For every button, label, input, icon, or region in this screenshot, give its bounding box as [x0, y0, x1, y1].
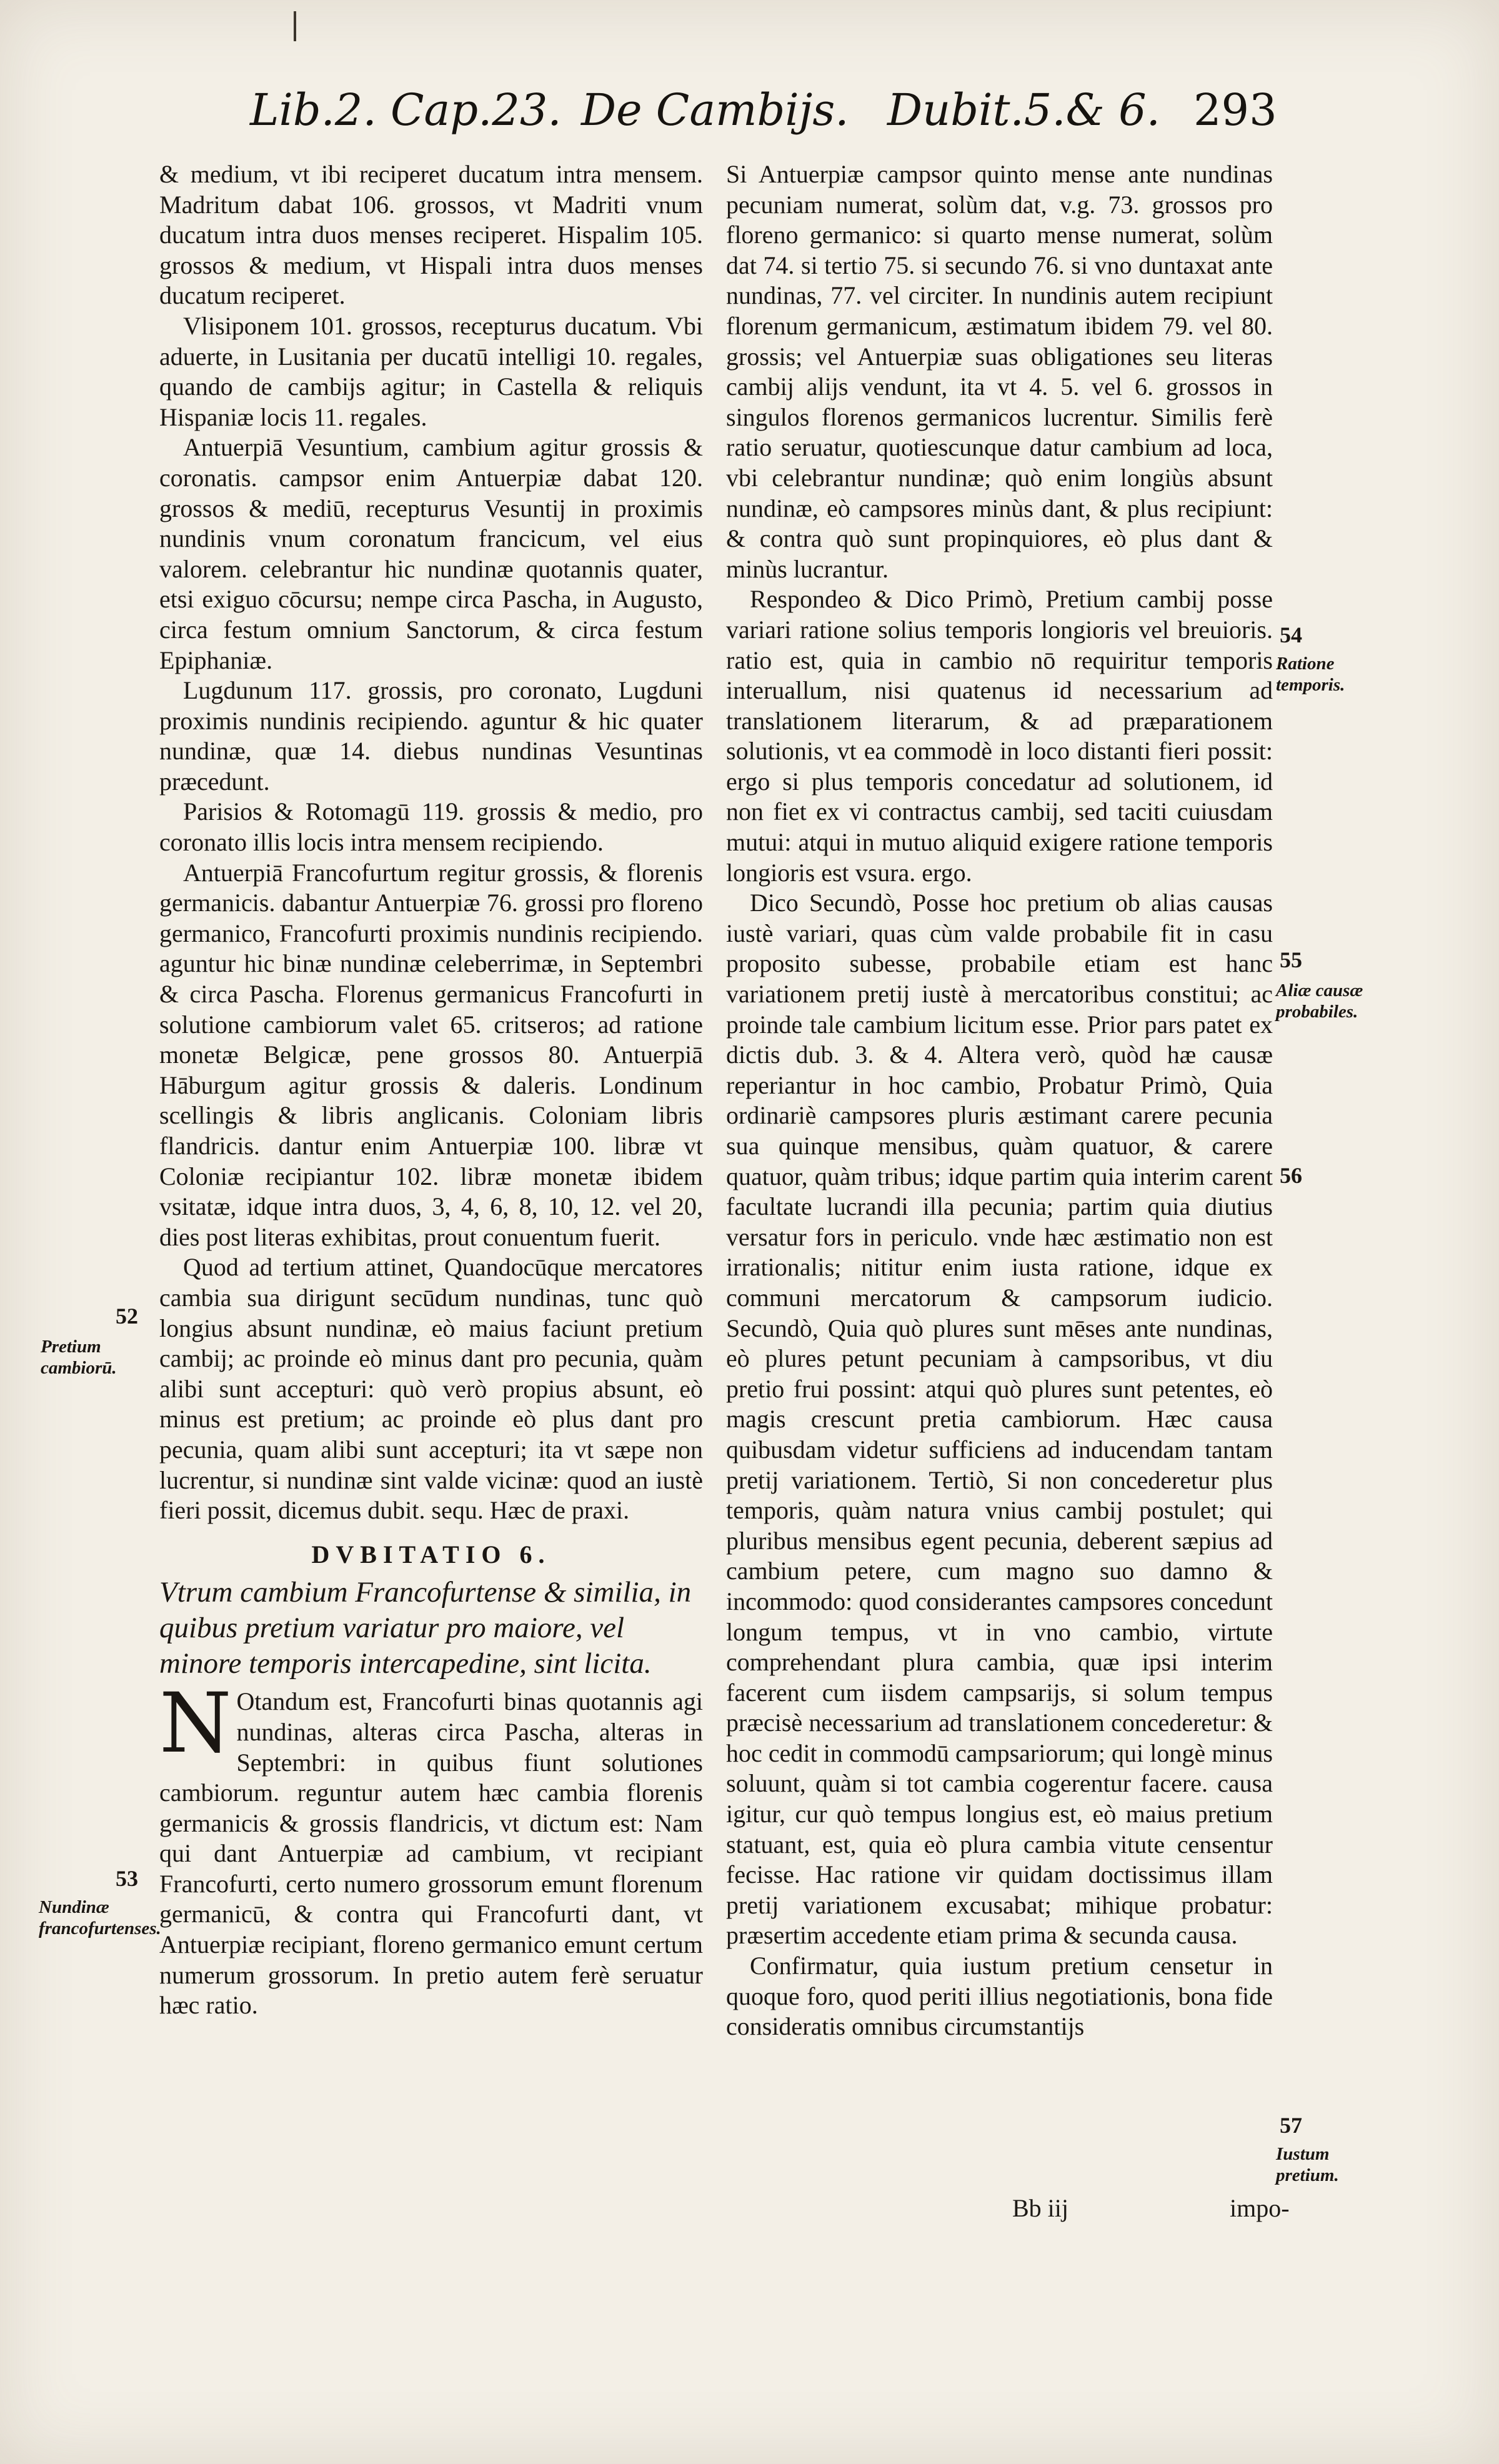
margin-note-pretium-cambiorum: Pretium cambiorū. — [41, 1337, 117, 1378]
paragraph-initial-text: Otandum est, Francofurti binas quotannis agi nundinas, alteras circa Pascha, alteras in Septembri: in quibus fiunt solutiones cambiorum. reguntur autem hæc cambia florenis germanicis & grossis flandricis, vt dictum est: Nam qui dant Antuerpiæ ad cambium, vt recipiant Francofurti, certo numero grossorum emunt florenum germanicū, & contra qui Francofurti dant, vt Antuerpiæ recipiant, floreno germanico emunt certum numerum grossorum. In pretio autem ferè seruatur hæc ratio. — [159, 1687, 703, 2020]
paragraph: Quod ad tertium attinet, Quandocūque mercatores cambia sua dirigunt secūdum nundinas, tunc quò longius absunt nundinæ, eò maius faciunt pretium cambij; ac proinde eò minus dant pro pecunia, quàm alibi sunt accepturi: quò verò propius absunt, eò minus est pretium; ac proinde eò plus dant pro pecunia, quam alibi sunt accepturi; ita vt sæpe non lucrentur, si nundinæ sint valde vicinæ: quod an iustè fieri possit, dicemus dubit. sequ. Hæc de praxi. — [159, 1253, 703, 1525]
margin-number-54: 54 — [1280, 622, 1302, 647]
page-tick-mark — [294, 11, 296, 41]
signature-mark: Bb iij — [1012, 2194, 1069, 2222]
drop-cap: N — [159, 1675, 232, 1772]
paragraph: Dico Secundò, Posse hoc pretium ob alias causas iustè variari, quas cùm valde probabile fit in casu proposito subesse, probabile etiam est hanc variationem pretij iustè à mercatoribus constitui; ac proinde tale cambium licitum esse. Prior pars patet ex dictis dub. 3. & 4. Altera verò, quòd hæ causæ reperiantur in hoc cambio, Probatur Primò, Quia ordinariè campsores pluris æstimant carere pecunia sua quinque mensibus, quàm quatuor, & carere quatuor, quàm tribus; idque partim quia interim carent facultate lucrandi illa pecunia; partim quia diutius versatur fors in periculo. vnde hæc æstimatio non est irrationalis; nititur enim iusta ratione, idque ex communi mercatorum & campsorum iudicio. Secundò, Quia quò plures sunt mēses ante nundinas, eò plures petunt pecuniam à campsoribus, vt diu pretio frui possint: atqui quò plures sunt petentes, eò magis crescunt pretia cambiorum. Hæc causa quibusdam videtur sufficiens ad inducendam tantam pretij variationem. Tertiò, Si non concederetur plus temporis, quàm natura vnius cambij postulet; qui pluribus mensibus egent pecunia, deberent sæpius ad cambium petere, cum magno suo damno & incommodo: quod considerantes campsores concedunt longum tempus, vt in vno cambio, virtute comprehendant plura cambia, quæ ipsi interim facerent cum iisdem campsarijs, si solum tempus præcisè necessarium ad translationem concederetur: & hoc cedit in commodū campsariorum; qui longè minus soluunt, quàm si tot cambia cogerentur facere. causa igitur, cur quò tempus longius est, eò maius pretium statuant, est, quia eò plura cambia vitute censentur fecisse. Hac ratione vir quidam doctissimus illam pretij variationem excusabat; mihique probatur: præsertim accedente etiam prima & secunda causa. — [726, 889, 1273, 1950]
margin-number-52: 52 — [116, 1304, 138, 1329]
paragraph: & medium, vt ibi reciperet ducatum intra mensem. Madritum dabat 106. grossos, vt Madriti vnum ducatum intra duos menses reciperet. Hispalim 105. grossos & medium, vt Hispali intra duos menses ducatum reciperet. — [159, 160, 703, 310]
margin-note-aliae-causae: Aliæ causæ probabiles. — [1276, 980, 1363, 1022]
paragraph: Si Antuerpiæ campsor quinto mense ante nundinas pecuniam numerat, solùm dat, v.g. 73. grossos pro floreno germanico: si quarto mense numerat, solùm dat 74. si tertio 75. si secundo 76. si vno duntaxat ante nundinas, 77. vel circiter. In nundinis autem recipiunt florenum germanicum, æstimatum ibidem 79. vel 80. grossis; vel Antuerpiæ suas obligationes seu literas cambij alijs vendunt, ita vt 4. 5. vel 6. grossos in singulos florenos germanicos lucrentur. Similis ferè ratio seruatur, quotiescunque datur cambium ad loca, vbi celebrantur nundinæ; quò enim longiùs absunt nundinæ, eò campsores minùs dant, & plus recipiunt: & contra quò sunt propinquiores, eò plus dant & minùs lucrantur. — [726, 160, 1273, 583]
margin-note-ratione-temporis: Ratione temporis. — [1276, 654, 1345, 695]
dubitatio-heading: DVBITATIO 6. — [311, 1540, 551, 1569]
margin-number-55: 55 — [1280, 947, 1302, 972]
page-number: 293 — [1193, 84, 1277, 136]
paragraph-initial — [159, 1675, 703, 2021]
paragraph: Respondeo & Dico Primò, Pretium cambij posse variari ratione solius temporis longioris vel breuioris. ratio est, quia in cambio nō requiritur temporis interuallum, nisi quatenus id necessarium ad translationem literarum, & ad præparationem solutionis, vt ea commodè in loco distanti fieri possit: ergo si plus temporis concedatur ad solutionem, id non fiet ex vi contractus cambij, sed taciti cuiusdam mutui: atqui in mutuo aliquid exigere ratione temporis longioris est vsura. ergo. — [726, 585, 1273, 887]
dubitatio-question: Vtrum cambium Francofurtense & similia, in quibus pretium variatur pro maiore, vel minore temporis intercapedine, sint licita. — [159, 1576, 692, 1680]
paragraph: Confirmatur, quia iustum pretium censetur in quoque foro, quod periti illius negotiationis, bona fide consideratis omnibus circumstantijs — [726, 1952, 1273, 2041]
running-head-book-chapter: Lib.2. Cap.23. — [250, 84, 562, 136]
margin-number-57: 57 — [1280, 2113, 1302, 2138]
paragraph: Lugdunum 117. grossis, pro coronato, Lugduni proximis nundinis recipiendo. aguntur & hic quater nundinæ, quæ 14. diebus nundinas Vesuntinas præcedunt. — [159, 676, 703, 796]
paragraph: Parisios & Rotomagū 119. grossis & medio, pro coronato illis locis intra mensem recipiendo. — [159, 797, 703, 857]
running-head — [250, 84, 1281, 159]
paragraph: Antuerpiā Francofurtum regitur grossis, & florenis germanicis. dabantur Antuerpiæ 76. grossi pro floreno germanico, Francofurti proximis nundinis recipiendo. aguntur hic binæ nundinæ celeberrimæ, in Septembri & circa Pascha. Florenus germanicus Francofurti in solutione cambiorum valet 65. critseros; ad ratione monetæ Belgicæ, pene grossos 80. Antuerpiā Hāburgum agitur grossis & daleris. Londinum scellingis & libris anglicanis. Coloniam libris flandricis. dantur enim Antuerpiæ 100. libræ vt Coloniæ recipiantur 102. libræ monetæ ibidem vsitatæ, idque intra duos, 3, 4, 6, 8, 10, 12. vel 20, dies post literas exhibitas, prout conuentum fuerit. — [159, 858, 703, 1251]
margin-note-nundinae-francofurtenses: Nundinæ francofurtenses. — [39, 1897, 161, 1938]
margin-number-56: 56 — [1280, 1163, 1302, 1188]
left-column — [159, 159, 703, 2021]
running-head-title: De Cambijs. — [581, 84, 849, 136]
paragraph: Antuerpiā Vesuntium, cambium agitur grossis & coronatis. campsor enim Antuerpiæ dabat 120. grossos & mediū, recepturus Vesuntij in proximis nundinis vnum coronatum francicum, vel eius valorem. celebrantur hic nundinæ quotannis quater, etsi exiguo cōcursu; nempe circa Pascha, in Augusto, circa festum omnium Sanctorum, & circa festum Epiphaniæ. — [159, 433, 703, 674]
margin-note-iustum-pretium: Iustum pretium. — [1276, 2144, 1339, 2185]
margin-number-53: 53 — [116, 1866, 138, 1891]
right-column — [726, 159, 1273, 2042]
running-head-dubitatio: Dubit.5.& 6. — [887, 84, 1160, 136]
paragraph: Vlisiponem 101. grossos, recepturus ducatum. Vbi aduerte, in Lusitania per ducatū intelligi 10. regales, quando de cambijs agitur; in Castella & reliquis Hispaniæ locis 11. regales. — [159, 311, 703, 431]
catchword: impo- — [1230, 2194, 1290, 2222]
